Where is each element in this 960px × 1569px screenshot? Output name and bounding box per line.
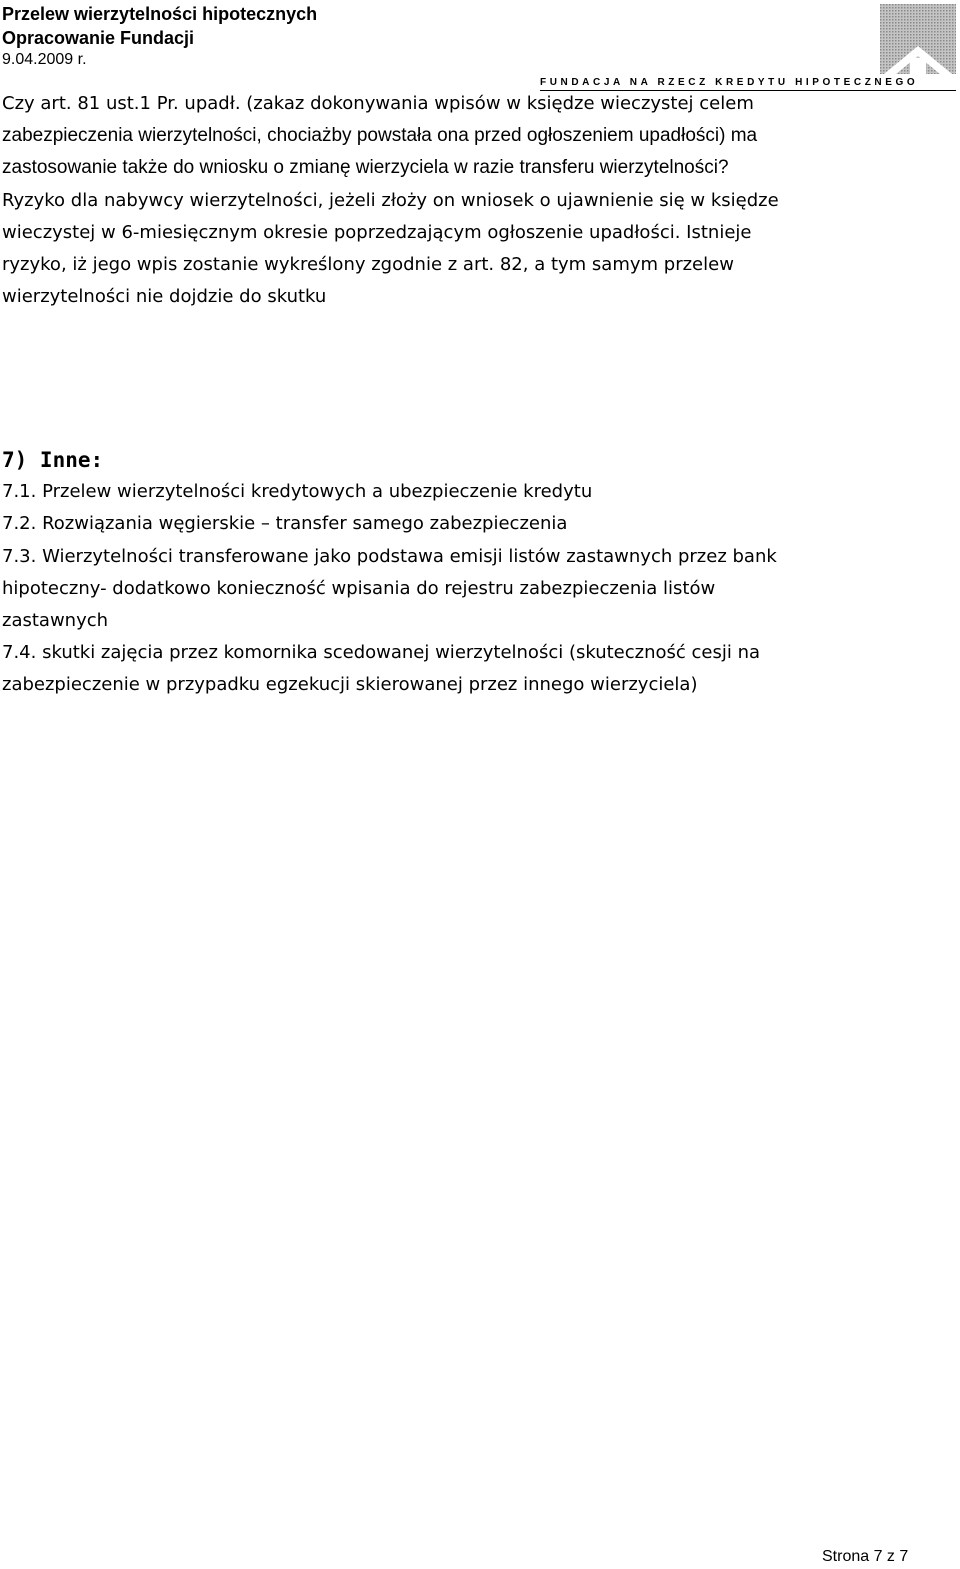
question-line-1: Czy art. 81 ust.1 Pr. upadł. (zakaz dokonywania wpisów w księdze wieczystej celem xyxy=(2,93,754,114)
risk-line-1: Ryzyko dla nabywcy wierzytelności, jeżeli złoży on wniosek o ujawnienie się w księdze xyxy=(2,190,779,211)
risk-line-2: wieczystej w 6-miesięcznym okresie poprzedzającym ogłoszenie upadłości. Istnieje xyxy=(2,222,752,243)
foundation-logo-icon xyxy=(880,4,956,74)
list-item: 7.2. Rozwiązania węgierskie – transfer samego zabezpieczenia xyxy=(2,513,568,534)
question-line-3: zastosowanie także do wniosku o zmianę wierzyciela w razie transferu wierzytelności? xyxy=(2,157,729,178)
page-number: Strona 7 z 7 xyxy=(822,1548,909,1565)
document-date: 9.04.2009 r. xyxy=(2,51,87,68)
question-line-2: zabezpieczenia wierzytelności, chociażby powstała ona przed ogłoszeniem upadłości) ma xyxy=(2,125,758,146)
list-item: 7.3. Wierzytelności transferowane jako podstawa emisji listów zastawnych przez bank xyxy=(2,546,777,567)
list-item-continuation: zastawnych xyxy=(2,610,109,631)
list-item: 7.4. skutki zajęcia przez komornika scedowanej wierzytelności (skuteczność cesji na xyxy=(2,642,761,663)
risk-line-3: ryzyko, iż jego wpis zostanie wykreślony zgodnie z art. 82, a tym samym przelew xyxy=(2,254,734,275)
list-item: 7.1. Przelew wierzytelności kredytowych a ubezpieczenie kredytu xyxy=(2,481,593,502)
document-title: Przelew wierzytelności hipotecznych xyxy=(2,4,318,24)
section-heading: 7) Inne: xyxy=(2,448,104,472)
list-item-continuation: hipoteczny- dodatkowo konieczność wpisania do rejestru zabezpieczenia listów xyxy=(2,578,716,599)
risk-line-4: wierzytelności nie dojdzie do skutku xyxy=(2,286,327,307)
document-subtitle: Opracowanie Fundacji xyxy=(2,28,195,48)
list-item-continuation: zabezpieczenie w przypadku egzekucji skierowanej przez innego wierzyciela) xyxy=(2,674,698,695)
foundation-name: FUNDACJA NA RZECZ KREDYTU HIPOTECZNEGO xyxy=(540,77,919,88)
